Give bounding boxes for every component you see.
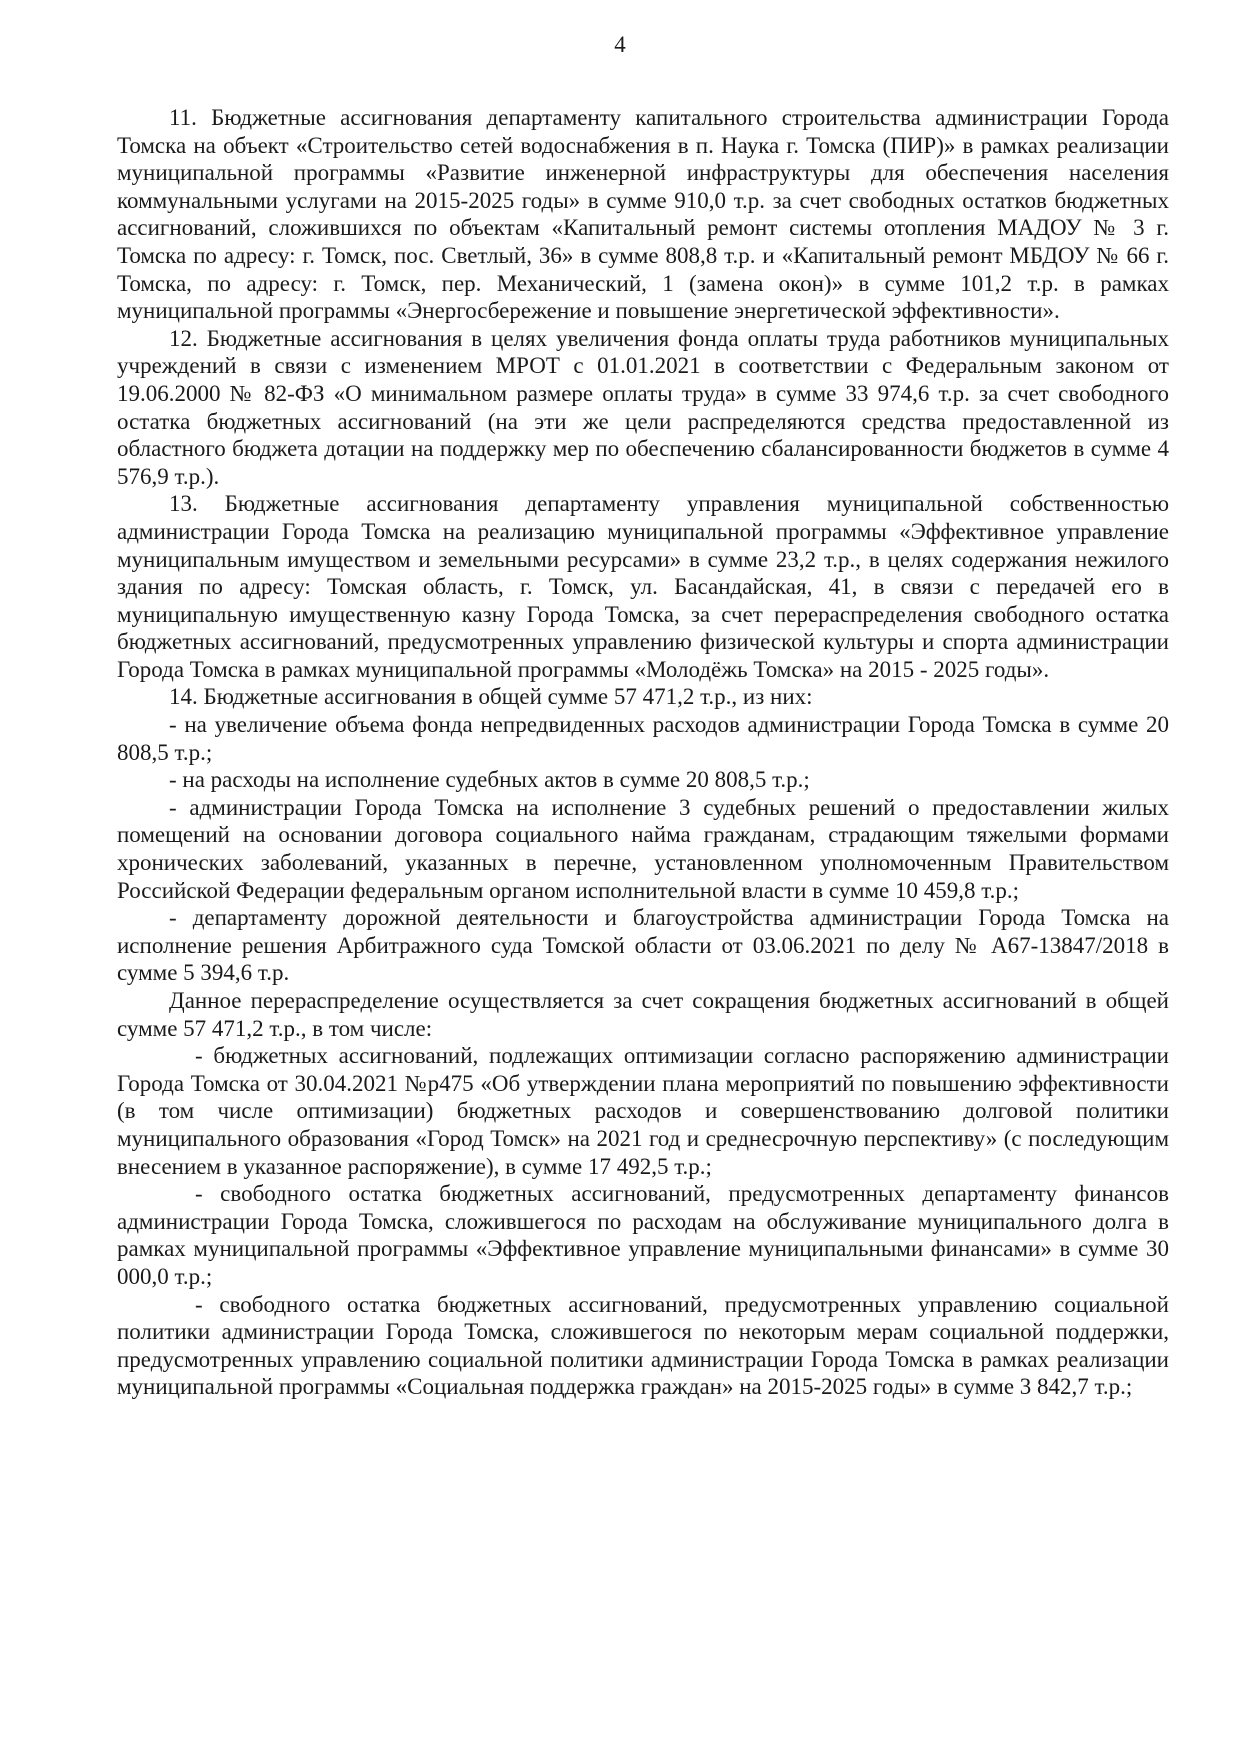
paragraph-reduction-item: - свободного остатка бюджетных ассигнований, предусмотренных департаменту финансов администрации Города Томска, сложившегося по расходам на обслуживание муниципального долга в рамках муниципальной программы «Эффективное управление муниципальными финансами» в сумме 30 000,0 т.р.; bbox=[117, 1181, 1169, 1289]
page-number: 4 bbox=[614, 32, 626, 57]
paragraph-item-11: 11. Бюджетные ассигнования департаменту капитального строительства администрации Города Томска на объект «Строительство сетей водоснабжения в п. Наука г. Томска (ПИР)» в рамках реализации муниципальной программы «Развитие инженерной инфраструктуры для обеспечения населения коммунальными услугами на 2015-2025 годы» в сумме 910,0 т.р. за счет свободных остатков бюджетных ассигнований, сложившихся по объектам «Капитальный ремонт системы отопления МАДОУ № 3 г. Томска по адресу: г. Томск, пос. Светлый, 36» в сумме 808,8 т.р. и «Капитальный ремонт МБДОУ № 66 г. Томска, по адресу: г. Томск, пер. Механический, 1 (замена окон)» в сумме 101,2 т.р. в рамках муниципальной программы «Энергосбережение и повышение энергетической эффективности». bbox=[117, 105, 1169, 324]
paragraph-subitem: - на увеличение объема фонда непредвиденных расходов администрации Города Томска в сумме 20 808,5 т.р.; bbox=[117, 712, 1169, 765]
paragraph-item-13: 13. Бюджетные ассигнования департаменту управления муниципальной собственностью администрации Города Томска на реализацию муниципальной программы «Эффективное управление муниципальным имуществом и земельными ресурсами» в сумме 23,2 т.р., в целях содержания нежилого здания по адресу: Томская область, г. Томск, ул. Басандайская, 41, в связи с передачей его в муниципальную имущественную казну Города Томска, за счет перераспределения свободного остатка бюджетных ассигнований, предусмотренных управлению физической культуры и спорта администрации Города Томска в рамках муниципальной программы «Молодёжь Томска» на 2015 - 2025 годы». bbox=[117, 491, 1169, 682]
paragraph-item-14: 14. Бюджетные ассигнования в общей сумме 57 471,2 т.р., из них: bbox=[169, 684, 813, 710]
document-body bbox=[117, 104, 1169, 1401]
paragraph-subitem: - департаменту дорожной деятельности и благоустройства администрации Города Томска на исполнение решения Арбитражного суда Томской области от 03.06.2021 по делу № А67-13847/2018 в сумме 5 394,6 т.р. bbox=[117, 905, 1169, 986]
paragraph-item-12: 12. Бюджетные ассигнования в целях увеличения фонда оплаты труда работников муниципальных учреждений в связи с изменением МРОТ с 01.01.2021 в соответствии с Федеральным законом от 19.06.2000 № 82-ФЗ «О минимальном размере оплаты труда» в сумме 33 974,6 т.р. за счет свободного остатка бюджетных ассигнований (на эти же цели распределяются средства предоставленной из областного бюджета дотации на поддержку мер по обеспечению сбалансированности бюджетов в сумме 4 576,9 т.р.). bbox=[117, 325, 1169, 489]
paragraph-reduction-item: - свободного остатка бюджетных ассигнований, предусмотренных управлению социальной политики администрации Города Томска, сложившегося по некоторым мерам социальной поддержки, предусмотренных управлению социальной политики администрации Города Томска в рамках реализации муниципальной программы «Социальная поддержка граждан» на 2015-2025 годы» в сумме 3 842,7 т.р.; bbox=[117, 1291, 1169, 1400]
paragraph-redistribution: Данное перераспределение осуществляется за счет сокращения бюджетных ассигнований в общей сумме 57 471,2 т.р., в том числе: bbox=[117, 988, 1169, 1041]
paragraph-subitem: - на расходы на исполнение судебных актов в сумме 20 808,5 т.р.; bbox=[169, 767, 810, 793]
paragraph-reduction-item: - бюджетных ассигнований, подлежащих оптимизации согласно распоряжению администрации Города Томска от 30.04.2021 №р475 «Об утверждении плана мероприятий по повышению эффективности (в том числе оптимизации) бюджетных расходов и совершенствованию долговой политики муниципального образования «Город Томск» на 2021 год и среднесрочную перспективу» (с последующим внесением в указанное распоряжение), в сумме 17 492,5 т.р.; bbox=[117, 1043, 1169, 1179]
paragraph-subitem: - администрации Города Томска на исполнение 3 судебных решений о предоставлении жилых помещений на основании договора социального найма гражданам, страдающим тяжелыми формами хронических заболеваний, указанных в перечне, установленном уполномоченным Правительством Российской Федерации федеральным органом исполнительной власти в сумме 10 459,8 т.р.; bbox=[117, 794, 1169, 903]
